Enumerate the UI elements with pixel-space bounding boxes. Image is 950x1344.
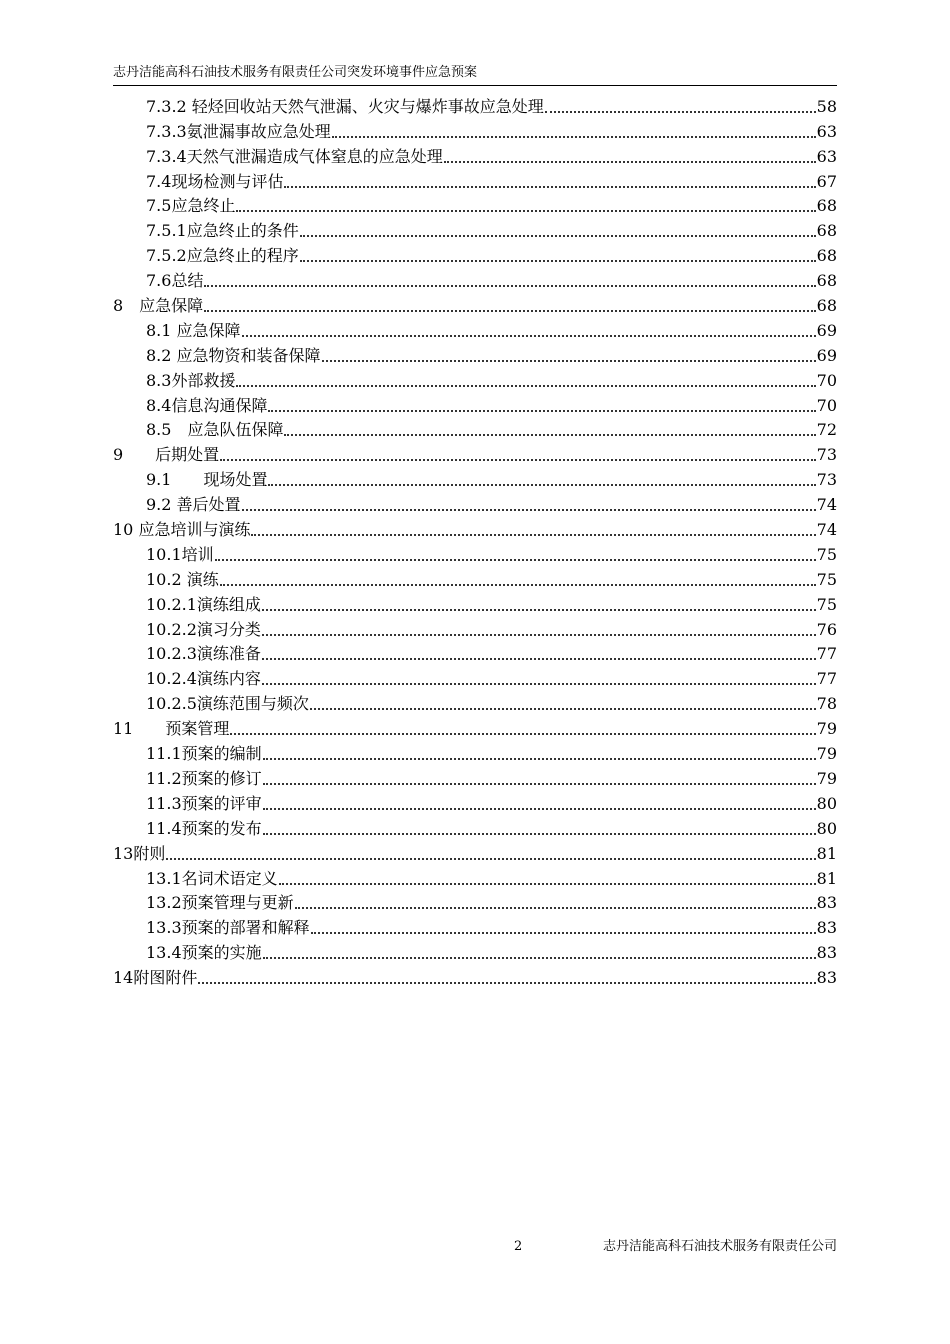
toc-entry[interactable] — [113, 342, 837, 367]
toc-leader-dots — [166, 857, 815, 860]
toc-entry-title: 11.1预案的编制 — [146, 744, 262, 764]
toc-entry-title: 9.1 现场处置 — [146, 470, 268, 490]
toc-entry-title: 13.4预案的实施 — [146, 943, 262, 963]
toc-leader-dots — [242, 334, 816, 337]
toc-entry-page: 80 — [816, 793, 837, 813]
toc-entry-page: 74 — [816, 520, 837, 540]
header-title: 志丹洁能高科石油技术服务有限责任公司突发环境事件应急预案 — [113, 65, 478, 80]
toc-entry-page: 70 — [816, 395, 837, 415]
toc-entry-page: 69 — [816, 320, 837, 340]
toc-entry-title: 13.3预案的部署和解释 — [146, 918, 310, 938]
toc-entry-title: 7.3.4天然气泄漏造成气体窒息的应急处理 — [146, 146, 443, 166]
toc-entry[interactable] — [113, 740, 837, 765]
toc-leader-dots — [204, 284, 815, 287]
toc-entry-title: 7.3.3氨泄漏事故应急处理 — [146, 121, 331, 141]
toc-entry[interactable] — [113, 193, 837, 218]
toc-leader-dots — [220, 458, 815, 461]
toc-entry[interactable] — [113, 516, 837, 541]
toc-leader-dots — [545, 110, 816, 113]
toc-entry-title: 10 应急培训与演练 — [113, 520, 251, 540]
toc-entry-title: 7.4现场检测与评估 — [146, 171, 284, 191]
toc-leader-dots — [284, 433, 815, 436]
toc-entry[interactable] — [113, 566, 837, 591]
page-header — [113, 63, 837, 86]
toc-entry-page: 79 — [816, 744, 837, 764]
toc-entry-page: 68 — [816, 271, 837, 291]
toc-entry[interactable] — [113, 292, 837, 317]
toc-entry-page: 58 — [816, 96, 837, 116]
toc-leader-dots — [322, 359, 816, 362]
toc-entry[interactable] — [113, 441, 837, 466]
toc-entry-page: 69 — [816, 345, 837, 365]
toc-entry-title: 8.2 应急物资和装备保障 — [146, 345, 321, 365]
toc-entry[interactable] — [113, 964, 837, 989]
toc-entry[interactable] — [113, 491, 837, 516]
toc-entry-page: 81 — [816, 843, 837, 863]
toc-entry-title: 10.2 演练 — [146, 569, 219, 589]
table-of-contents — [113, 93, 837, 989]
toc-entry[interactable] — [113, 317, 837, 342]
toc-entry-title: 8.5 应急队伍保障 — [146, 420, 284, 440]
toc-entry-title: 8.1 应急保障 — [146, 320, 241, 340]
toc-leader-dots — [332, 135, 816, 138]
toc-leader-dots — [230, 732, 815, 735]
toc-leader-dots — [263, 832, 816, 835]
toc-entry-page: 67 — [816, 171, 837, 191]
toc-leader-dots — [284, 185, 815, 188]
toc-entry[interactable] — [113, 865, 837, 890]
footer-company: 志丹洁能高科石油技术服务有限责任公司 — [602, 1239, 837, 1254]
toc-entry-page: 68 — [816, 221, 837, 241]
toc-entry-title: 8.4信息沟通保障 — [146, 395, 268, 415]
toc-leader-dots — [236, 384, 815, 387]
toc-leader-dots — [263, 782, 816, 785]
toc-entry-page: 83 — [816, 968, 837, 988]
toc-leader-dots — [242, 508, 816, 511]
toc-entry-page: 78 — [816, 694, 837, 714]
toc-entry-title: 7.5.2应急终止的程序 — [146, 246, 299, 266]
toc-entry[interactable] — [113, 466, 837, 491]
toc-entry-title: 8 应急保障 — [113, 296, 204, 316]
toc-entry-page: 70 — [816, 370, 837, 390]
toc-entry-page: 74 — [816, 495, 837, 515]
toc-leader-dots — [262, 682, 816, 685]
toc-leader-dots — [262, 657, 816, 660]
toc-entry-page: 75 — [816, 594, 837, 614]
toc-leader-dots — [262, 608, 816, 611]
toc-entry[interactable] — [113, 641, 837, 666]
toc-entry[interactable] — [113, 118, 837, 143]
toc-entry[interactable] — [113, 242, 837, 267]
toc-entry[interactable] — [113, 392, 837, 417]
toc-leader-dots — [300, 234, 816, 237]
toc-entry-title: 10.2.4演练内容 — [146, 669, 261, 689]
toc-leader-dots — [268, 483, 815, 486]
toc-entry-page: 73 — [816, 445, 837, 465]
toc-entry-page: 80 — [816, 818, 837, 838]
toc-leader-dots — [220, 583, 816, 586]
toc-entry-title: 11.4预案的发布 — [146, 818, 262, 838]
toc-leader-dots — [263, 956, 816, 959]
toc-entry-page: 79 — [816, 768, 837, 788]
toc-entry-title: 10.2.2演习分类 — [146, 619, 261, 639]
toc-leader-dots — [268, 409, 815, 412]
toc-entry-title: 7.6总结 — [146, 271, 204, 291]
page-number: 2 — [514, 1239, 523, 1254]
toc-leader-dots — [310, 707, 816, 710]
toc-entry-title: 7.5.1应急终止的条件 — [146, 221, 299, 241]
toc-entry-page: 72 — [816, 420, 837, 440]
toc-entry-title: 9.2 善后处置 — [146, 495, 241, 515]
toc-entry[interactable] — [113, 665, 837, 690]
toc-entry-page: 83 — [816, 943, 837, 963]
toc-entry-page: 68 — [816, 196, 837, 216]
toc-entry-title: 7.5应急终止 — [146, 196, 236, 216]
toc-entry-title: 7.3.2 轻烃回收站天然气泄漏、火灾与爆炸事故应急处理 — [146, 96, 544, 116]
toc-leader-dots — [444, 160, 816, 163]
toc-entry-page: 83 — [816, 918, 837, 938]
toc-leader-dots — [263, 807, 816, 810]
toc-entry-title: 13.2预案管理与更新 — [146, 893, 294, 913]
toc-leader-dots — [236, 209, 815, 212]
toc-leader-dots — [198, 981, 815, 984]
toc-leader-dots — [300, 259, 816, 262]
toc-entry-title: 11.2预案的修订 — [146, 768, 262, 788]
toc-entry[interactable] — [113, 840, 837, 865]
toc-entry-page: 63 — [816, 121, 837, 141]
toc-entry-page: 75 — [816, 569, 837, 589]
toc-entry[interactable] — [113, 541, 837, 566]
toc-entry-page: 76 — [816, 619, 837, 639]
toc-entry[interactable] — [113, 143, 837, 168]
toc-entry-title: 10.1培训 — [146, 544, 214, 564]
toc-entry-page: 68 — [816, 246, 837, 266]
toc-entry[interactable] — [113, 715, 837, 740]
toc-entry[interactable] — [113, 939, 837, 964]
toc-entry-title: 10.2.3演练准备 — [146, 644, 261, 664]
toc-entry[interactable] — [113, 790, 837, 815]
toc-entry-title: 10.2.1演练组成 — [146, 594, 261, 614]
toc-entry[interactable] — [113, 690, 837, 715]
toc-entry[interactable] — [113, 616, 837, 641]
toc-leader-dots — [204, 309, 815, 312]
toc-entry-page: 77 — [816, 644, 837, 664]
toc-leader-dots — [295, 906, 816, 909]
toc-entry-page: 63 — [816, 146, 837, 166]
toc-entry-title: 9 后期处置 — [113, 445, 220, 465]
toc-leader-dots — [215, 558, 816, 561]
toc-entry-page: 79 — [816, 719, 837, 739]
toc-entry-page: 75 — [816, 544, 837, 564]
toc-entry-page: 81 — [816, 868, 837, 888]
toc-entry-page: 68 — [816, 296, 837, 316]
toc-leader-dots — [263, 757, 816, 760]
toc-entry[interactable] — [113, 93, 837, 118]
toc-entry-title: 10.2.5演练范围与频次 — [146, 694, 309, 714]
toc-entry-title: 14附图附件 — [113, 968, 198, 988]
toc-entry[interactable] — [113, 217, 837, 242]
toc-entry-title: 11.3预案的评审 — [146, 793, 262, 813]
toc-entry[interactable] — [113, 417, 837, 442]
toc-entry-title: 11 预案管理 — [113, 719, 230, 739]
toc-entry[interactable] — [113, 367, 837, 392]
toc-entry[interactable] — [113, 591, 837, 616]
toc-leader-dots — [311, 931, 816, 934]
toc-entry-title: 8.3外部救援 — [146, 370, 236, 390]
toc-leader-dots — [262, 633, 816, 636]
toc-leader-dots — [251, 533, 815, 536]
toc-entry-title: 13.1名词术语定义 — [146, 868, 278, 888]
toc-entry-title: 13附则 — [113, 843, 166, 863]
toc-entry[interactable] — [113, 914, 837, 939]
toc-entry[interactable] — [113, 765, 837, 790]
toc-entry[interactable] — [113, 815, 837, 840]
toc-entry[interactable] — [113, 168, 837, 193]
toc-entry-page: 77 — [816, 669, 837, 689]
toc-entry[interactable] — [113, 890, 837, 915]
toc-entry-page: 73 — [816, 470, 837, 490]
toc-entry-page: 83 — [816, 893, 837, 913]
toc-entry[interactable] — [113, 267, 837, 292]
toc-leader-dots — [279, 882, 816, 885]
